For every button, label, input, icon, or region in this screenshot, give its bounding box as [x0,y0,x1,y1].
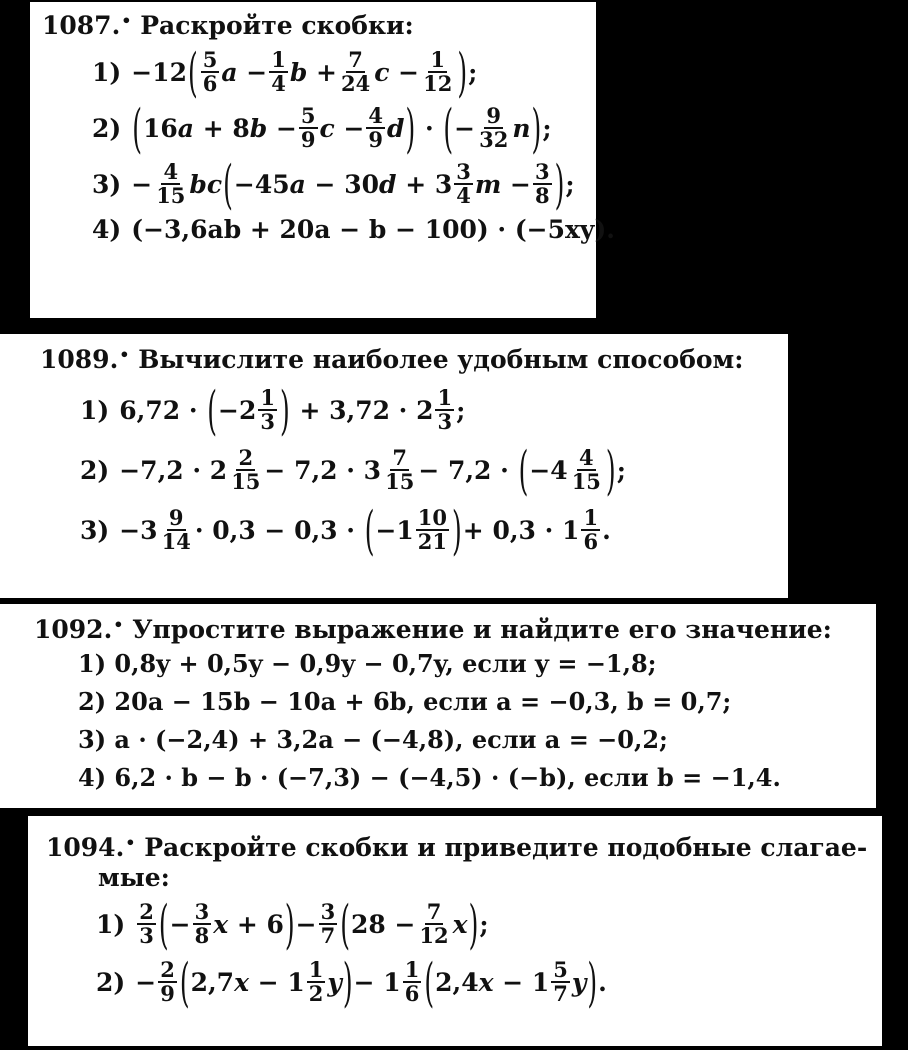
problem-1087-header [42,6,596,41]
exercise-item [80,439,788,501]
item-label: 2) [96,967,126,997]
exercise-item [34,683,876,721]
math-expression: $\frac{2}{3}$ ( − $\frac{3}{8}$ x + 6 ) − $\frac{3}{7}$ ( 28 − $\frac{7}{12}$ x ) ; [139,893,489,955]
math-expression: −12 ( $\frac{5}{6}$ a − $\frac{1}{4}$ b + $\frac{7}{24}$ c − $\frac{1}{12}$ ) ; [131,41,478,103]
problem-1087-card [30,2,615,318]
item-label: 3) [92,169,122,199]
problem-1092-card [0,604,876,808]
exercise-item [80,499,788,561]
exercise-item [92,153,596,215]
problem-marker: • [125,833,136,852]
math-expression: a · (−2,4) + 3,2a − (−4,8), если a = −0,2; [114,725,668,754]
problem-1094-header [46,828,882,863]
problem-1094-card [28,816,882,1046]
problem-number: 1089. [40,345,119,374]
problem-task: Вычислите наиболее удобным способом: [138,345,744,374]
exercise-item [96,893,882,955]
item-label: 1) [92,57,122,87]
item-label: 3) [80,515,110,545]
item-label: 2) [80,455,110,485]
exercise-item [80,379,788,441]
problem-task: Упростите выражение и найдите его значение: [132,615,832,644]
problem-marker: • [113,615,124,634]
item-label: 4) [92,215,122,244]
item-label: 1) [80,395,110,425]
math-expression: 20a − 15b − 10a + 6b, если a = −0,3, b = 0,7; [114,687,732,716]
problem-1089-header [40,340,788,375]
problem-number: 1087. [42,11,121,40]
item-label: 1) [96,909,126,939]
problem-marker: • [119,345,130,364]
math-expression: 6,72 · ( −2 $\frac{1}{3}$ ) + 3,72 · 2 $\frac{1}{3}$ ; [119,379,466,441]
math-expression: ( 16 a + 8 b − $\frac{5}{9}$ c − $\frac{4}{9}$ d ) · ( − $\frac{9}{32}$ n ) ; [132,97,552,159]
exercise-item [92,97,596,159]
exercise-item [96,951,882,1013]
item-label: 3) [78,725,107,754]
exercise-item [92,41,596,103]
exercise-item [34,645,876,683]
exercise-item [34,759,876,797]
item-label: 1) [78,649,107,678]
exercise-item [92,215,615,244]
math-expression: 0,8y + 0,5y − 0,9y − 0,7y, если y = −1,8; [114,649,657,678]
item-label: 2) [78,687,107,716]
math-expression: −7,2 · 2 $\frac{2}{15}$ − 7,2 · 3 $\frac{7}{15}$ − 7,2 · ( −4 $\frac{4}{15}$ ) ; [119,439,626,501]
problem-number: 1094. [46,833,125,862]
item-label: 4) [78,763,107,792]
problem-task-continuation: мые: [98,863,170,892]
math-expression: −3 $\frac{9}{14}$ · 0,3 − 0,3 · ( −1 $\frac{10}{21}$ ) + 0,3 · 1 $\frac{1}{6}$ . [119,499,611,561]
math-expression: 6,2 · b − b · (−7,3) − (−4,5) · (−b), если b = −1,4. [114,763,781,792]
math-expression: − $\frac{2}{9}$ ( 2,7 x − 1 $\frac{1}{2}$ y ) − 1 $\frac{1}{6}$ ( 2,4 x − 1 $\frac{5}{7}$ y ) . [135,951,607,1013]
problem-1092-header [34,610,876,645]
problem-1089-card [0,334,788,598]
problem-task: Раскройте скобки: [140,11,414,40]
math-expression: − $\frac{4}{15}$ bc ( −45 a − 30 d + 3 $\frac{3}{4}$ m − $\frac{3}{8}$ ) ; [131,153,575,215]
math-expression: (−3,6ab + 20a − b − 100) · (−5xy). [131,215,615,244]
item-label: 2) [92,113,122,143]
problem-marker: • [121,11,132,30]
problem-number: 1092. [34,615,113,644]
problem-task: Раскройте скобки и приведите подобные слагае- [144,833,868,862]
exercise-item [34,721,876,759]
